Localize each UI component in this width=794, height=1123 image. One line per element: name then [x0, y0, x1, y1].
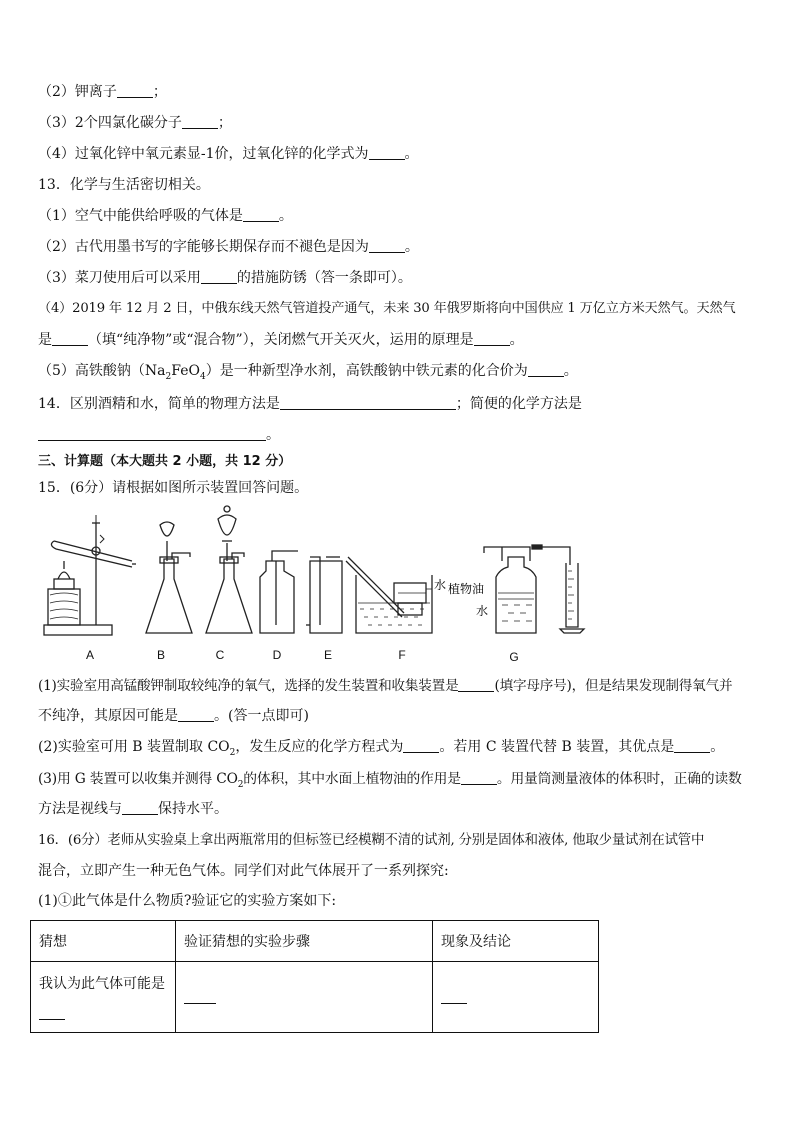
table-row	[31, 962, 599, 1033]
q15-2-pre: (2)实验室可用 B 装置制取 CO	[38, 739, 230, 755]
apparatus-c	[206, 506, 252, 633]
answer-blank[interactable]	[461, 770, 497, 785]
cell-guess	[31, 962, 176, 1033]
apparatus-figure	[40, 505, 600, 665]
answer-blank[interactable]	[674, 738, 710, 753]
q13-2	[38, 237, 419, 257]
answer-blank[interactable]	[403, 738, 439, 753]
q13-1-text: （1）空气中能供给呼吸的气体是	[38, 208, 243, 224]
experiment-table	[30, 920, 599, 1033]
label-e: E	[323, 648, 333, 662]
table-header-row	[31, 921, 599, 962]
water-label-f: 水	[434, 578, 447, 592]
q14-mid: ；简便的化学方法是	[455, 396, 582, 412]
subscript: 2	[165, 371, 172, 382]
q12-2	[38, 82, 167, 102]
q13-1-end: 。	[278, 208, 293, 224]
q12-4	[38, 144, 419, 164]
q16-1: (1)①此气体是什么物质?验证它的实验方案如下:	[38, 893, 337, 909]
q13-1	[38, 206, 293, 226]
q13-3	[38, 268, 412, 288]
q15-3a-pre: (3)用 G 装置可以收集并测得 CO	[38, 771, 238, 787]
label-b: B	[156, 648, 166, 662]
label-a: A	[85, 648, 95, 662]
q13-5-mid: FeO	[171, 363, 200, 379]
q15-1a-post: (填字母序号)，但是结果发现制得氧气并	[494, 678, 733, 694]
subscript: 2	[237, 779, 244, 790]
answer-blank[interactable]	[52, 331, 88, 346]
q15-2-mid: ，发生反应的化学方程式为	[235, 739, 404, 755]
answer-blank[interactable]	[458, 677, 494, 692]
q13-3-text: （3）菜刀使用后可以采用	[38, 270, 201, 286]
q15-2	[38, 737, 724, 763]
q15-3a-mid: 的体积，其中水面上植物油的作用是	[243, 771, 461, 787]
answer-blank[interactable]	[122, 800, 158, 815]
subscript: 4	[199, 371, 206, 382]
answer-blank[interactable]	[528, 362, 564, 377]
q15-3b-post: 保持水平。	[158, 801, 228, 817]
q13-4a: （4）2019 年 12 月 2 日，中俄东线天然气管道投产通气，未来 30 年俄罗斯将向中国供应 1 万亿立方米天然气。天然气	[38, 301, 736, 316]
q16a: 16．(6分）老师从实验桌上拿出两瓶常用的但标签已经模糊不清的试剂, 分别是固体和液体, 他取少量试剂在试管中	[38, 833, 705, 848]
cell-result	[433, 962, 599, 1033]
q15-1b-post: 。(答一点即可)	[214, 708, 309, 724]
q15-2-mid2: 。若用 C 装置代替 B 装置，其优点是	[439, 739, 675, 755]
q12-4-end: 。	[404, 146, 419, 162]
q15-3b-pre: 方法是视线与	[38, 801, 122, 817]
answer-blank[interactable]	[201, 269, 237, 284]
answer-blank[interactable]	[117, 83, 153, 98]
q13-title: 13．化学与生活密切相关。	[38, 177, 210, 193]
q13-2-end: 。	[404, 239, 419, 255]
q13-5-post: ）是一种新型净水剂，高铁酸钠中铁元素的化合价为	[205, 363, 528, 379]
q13-4b-mid: （填“纯净物”或“混合物”），关闭燃气开关灭火，运用的原理是	[88, 332, 474, 348]
q15-1b	[38, 706, 309, 726]
label-g: G	[509, 650, 519, 664]
guess-text: 我认为此气体可能是	[39, 975, 165, 992]
apparatus-f	[346, 557, 432, 633]
answer-blank[interactable]	[178, 707, 214, 722]
q14-cont	[38, 425, 280, 445]
water-label-g: 水	[476, 604, 489, 618]
answer-blank[interactable]	[474, 331, 510, 346]
q12-3	[38, 113, 232, 133]
answer-blank[interactable]	[280, 395, 456, 410]
header-guess: 猜想	[31, 921, 176, 962]
q15-2-end: 。	[710, 739, 725, 755]
apparatus-a	[44, 515, 136, 635]
answer-blank[interactable]	[243, 207, 279, 222]
answer-blank[interactable]	[369, 238, 405, 253]
label-f: F	[398, 648, 406, 662]
apparatus-d	[260, 551, 298, 633]
q15-3b	[38, 799, 228, 819]
answer-blank[interactable]	[441, 989, 467, 1004]
q13-4b-end: 。	[509, 332, 524, 348]
q14	[38, 394, 582, 414]
graduated-cylinder	[560, 563, 584, 633]
subscript: 2	[229, 747, 236, 758]
apparatus-b	[146, 522, 192, 633]
q12-3-text: （3）2个四氯化碳分子	[38, 115, 182, 131]
q12-3-end: ；	[217, 115, 232, 131]
answer-blank[interactable]	[38, 426, 266, 441]
q15-title: 15．(6分）请根据如图所示装置回答问题。	[38, 480, 309, 496]
q14-text: 14．区别酒精和水，简单的物理方法是	[38, 396, 280, 412]
q15-1b-pre: 不纯净，其原因可能是	[38, 708, 178, 724]
q12-2-text: （2）钾离子	[38, 84, 117, 100]
apparatus-e	[306, 557, 342, 633]
label-c: C	[215, 648, 225, 662]
answer-blank[interactable]	[39, 1005, 65, 1020]
answer-blank[interactable]	[369, 145, 405, 160]
answer-blank[interactable]	[184, 989, 216, 1004]
q13-4b-pre: 是	[38, 332, 52, 348]
answer-blank[interactable]	[182, 114, 218, 129]
q13-4b	[38, 330, 524, 350]
q15-3a-post: 。用量筒测量液体的体积时，正确的读数	[496, 771, 742, 787]
q16b: 混合，立即产生一种无色气体。同学们对此气体展开了一系列探究:	[38, 863, 449, 879]
section-title: 三、计算题（本大题共 2 小题，共 12 分）	[38, 454, 292, 469]
cell-steps	[176, 962, 433, 1033]
q13-5-end: 。	[563, 363, 578, 379]
q12-2-end: ；	[152, 84, 167, 100]
apparatus-g	[484, 545, 570, 633]
header-result: 现象及结论	[433, 921, 599, 962]
header-steps: 验证猜想的实验步骤	[176, 921, 433, 962]
q14-end: 。	[266, 427, 280, 443]
q13-2-text: （2）古代用墨书写的字能够长期保存而不褪色是因为	[38, 239, 369, 255]
q13-5-pre: （5）高铁酸钠（Na	[38, 363, 166, 379]
q13-3-end: 的措施防锈（答一条即可）。	[236, 270, 412, 286]
q15-3a	[38, 769, 742, 795]
q12-4-text: （4）过氧化锌中氧元素显-1价，过氧化锌的化学式为	[38, 146, 369, 162]
q15-1a-pre: (1)实验室用高锰酸钾制取较纯净的氧气，选择的发生装置和收集装置是	[38, 678, 459, 694]
oil-label-g: 植物油	[448, 582, 485, 596]
label-d: D	[272, 648, 282, 662]
q15-1a	[38, 676, 732, 696]
q13-5	[38, 361, 578, 387]
